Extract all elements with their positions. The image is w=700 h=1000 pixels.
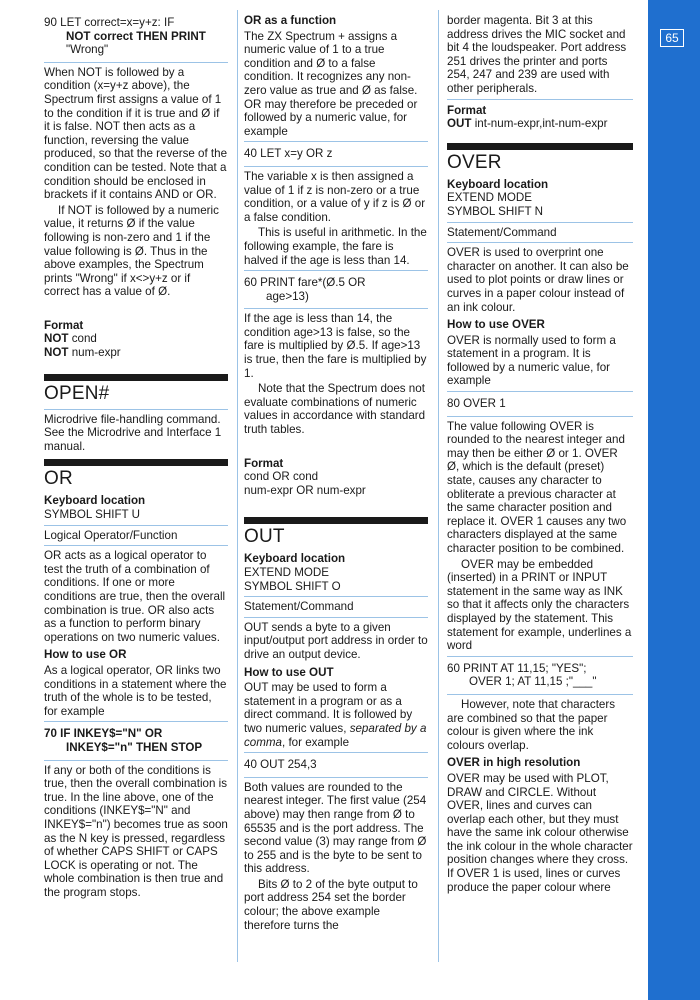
section-bar	[44, 459, 228, 466]
paragraph: The variable x is then assigned a value of 1 if z is non-zero or a true condition, or a value of y if z is Ø or a false condition.	[244, 169, 426, 224]
section-heading-over: OVER	[447, 151, 502, 173]
code-text: 60 PRINT fare*(Ø.5 OR	[244, 276, 366, 290]
keyboard-location-value: SYMBOL SHIFT N	[447, 204, 543, 218]
code-text: 90 LET correct=x=y+z: IF	[44, 16, 175, 29]
section-heading-or: OR	[44, 468, 73, 490]
paragraph: This is useful in arithmetic. In the following example, the fare is halved if the age is less than 14.	[244, 226, 427, 267]
code-text: "Wrong"	[66, 43, 109, 57]
code-text: 70 IF INKEY$="N" OR	[44, 727, 163, 741]
paragraph: However, note that characters are combined so that the paper colour is given where the ink colours overlap.	[447, 697, 616, 752]
paragraph: The ZX Spectrum + assigns a numeric value of 1 to a true condition and Ø to a false condition. It recognizes any non-zero value as true and Ø as false. OR may therefore be preceded or followed by a numeric value, for example	[244, 29, 418, 138]
howto-label: How to use OR	[44, 648, 127, 662]
format-label: Format	[244, 456, 284, 470]
section-heading-out: OUT	[244, 526, 285, 548]
keyboard-location-value: EXTEND MODE	[447, 191, 533, 205]
column-divider	[237, 10, 238, 962]
code-line-40: 40 LET x=y OR z	[244, 147, 333, 161]
page-number: 65	[660, 29, 684, 47]
code-line-70	[44, 725, 228, 756]
section-heading-open: OPEN#	[44, 382, 110, 404]
column-2	[244, 14, 428, 934]
paragraph: OUT may be used to form a statement in a program or as a direct command. It is followed by two numeric values, separated by a comma, for example	[244, 681, 427, 749]
paragraph: OVER may be used with PLOT, DRAW and CIRCLE. Without OVER, lines and curves can overlap each other, but they must have the same ink colour otherwise the ink colour in the whole character position changes where they cross. If OVER 1 is used, lines or curves produce the paper colour where	[447, 771, 633, 894]
section-bar	[44, 374, 228, 381]
paragraph: The value following OVER is rounded to the nearest integer and may then be either Ø or 1. OVER Ø, which is the default (preset) state, causes any character to obliterate a previous character at the same character position and replace it. OVER 1 causes any two characters displayed at the same character position to be combined.	[447, 419, 627, 555]
format-line: OUT int-num-expr,int-num-expr	[447, 117, 608, 131]
code-line-60-over	[447, 660, 633, 691]
keyboard-location-value: EXTEND MODE	[244, 566, 330, 579]
code-text: age>13)	[266, 289, 309, 303]
keyword-type: Logical Operator/Function	[44, 528, 178, 542]
paragraph: If any or both of the conditions is true, then the overall combination is true. In the line above, one of the conditions (INKEY$="N" and INKEY$="n") becomes true as soon as the N key is pressed, regardless of whether CAPS SHIFT or CAPS LOCK is operating or not. The whole combination is then true and the program stops.	[44, 763, 228, 899]
paragraph: When NOT is followed by a condition (x=y+z above), the Spectrum first assigns a value of 1 to the condition if it is true and Ø if it is false. NOT then acts as a function, reversing the value produced, so that the reverse of the condition can be tested. Note that a condition should be enclosed in brackets if it contains AND or OR.	[44, 65, 228, 202]
column-1	[44, 14, 228, 901]
paragraph: If the age is less than 14, the condition age>13 is false, so the fare is multiplied by Ø.5. If age>13 is true, then the fare is multiplied by 1.	[244, 312, 427, 380]
format-line: cond OR cond	[244, 470, 319, 484]
section-bar	[244, 517, 428, 524]
paragraph: OUT sends a byte to a given input/output port address in order to drive an output device.	[244, 620, 428, 661]
section-bar	[447, 143, 633, 150]
paragraph: Both values are rounded to the nearest integer. The first value (254 above) may then range from Ø to 65535 and is the port address. The second value (3) may range from Ø to 255 and is the byte to be sent to this address.	[244, 780, 427, 876]
column-3	[447, 14, 633, 896]
paragraph: OR acts as a logical operator to test the truth of a combination of conditions. If one or more conditions are true, then the overall combination is true. OR also acts as a function to perform binary operations on two numeric values.	[44, 549, 226, 644]
keyboard-location-value: SYMBOL SHIFT O	[244, 579, 341, 593]
paragraph: border magenta. Bit 3 at this address drives the MIC socket and bit 4 the loudspeaker. Port address 251 drives the printer and ports 254, 247 and 239 are used with other peripherals.	[447, 14, 627, 95]
paragraph: OVER is normally used to form a statement in a program. It is followed by a numeric value, for example	[447, 333, 616, 388]
paragraph: OVER may be embedded (inserted) in a PRINT or INPUT statement in the same way as INK so that it affects only the characters displayed by the statement. This statement for example, underlines a word	[447, 557, 632, 653]
paragraph: If NOT is followed by a numeric value, it returns Ø if the value following is non-zero and 1 if the value following is Ø. Thus in the above examples, the Spectrum prints "Wrong" if x<>y+z or if correct has a value of Ø.	[44, 203, 219, 299]
howto-label: How to use OUT	[244, 665, 334, 679]
keyboard-location-label: Keyboard location	[244, 552, 346, 566]
format-line: NOT num-expr	[44, 346, 121, 360]
paragraph: Bits Ø to 2 of the byte output to port address 254 set the border colour; the above example therefore turns the	[244, 877, 418, 932]
code-line-60	[244, 274, 428, 305]
paragraph: Note that the Spectrum does not evaluate combinations of numeric values in accordance with standard truth tables.	[244, 382, 426, 437]
keyboard-location-value: SYMBOL SHIFT U	[44, 508, 140, 522]
paragraph: As a logical operator, OR links two conditions in a statement where the truth of the whole is to be tested, for example	[44, 663, 227, 718]
keyword-type: Statement/Command	[244, 600, 354, 614]
paragraph: OVER is used to overprint one character on another. It can also be used to plot points or draw lines or curves in a paper colour instead of an ink colour.	[447, 246, 629, 314]
format-label: Format	[447, 103, 487, 117]
code-line-90	[44, 14, 228, 59]
format-label: Format	[44, 318, 84, 332]
code-line-80: 80 OVER 1	[447, 397, 506, 411]
code-text: 60 PRINT AT 11,15; "YES";	[447, 661, 587, 675]
subheading: OVER in high resolution	[447, 756, 581, 770]
paragraph: Microdrive file-handling command. See the Microdrive and Interface 1 manual.	[44, 412, 222, 453]
keyboard-location-label: Keyboard location	[44, 494, 146, 508]
code-line-40-out: 40 OUT 254,3	[244, 758, 317, 772]
column-divider	[438, 10, 439, 962]
keyboard-location-label: Keyboard location	[447, 177, 549, 191]
format-line: NOT cond	[44, 332, 97, 346]
subheading: OR as a function	[244, 14, 337, 27]
code-text: NOT correct THEN PRINT	[66, 29, 206, 43]
howto-label: How to use OVER	[447, 318, 545, 332]
keyword-type: Statement/Command	[447, 225, 557, 239]
code-text: OVER 1; AT 11,15 ;"___"	[469, 675, 597, 689]
page-edge-tab	[648, 0, 700, 1000]
format-line: num-expr OR num-expr	[244, 483, 366, 497]
code-text: INKEY$="n" THEN STOP	[66, 740, 203, 754]
